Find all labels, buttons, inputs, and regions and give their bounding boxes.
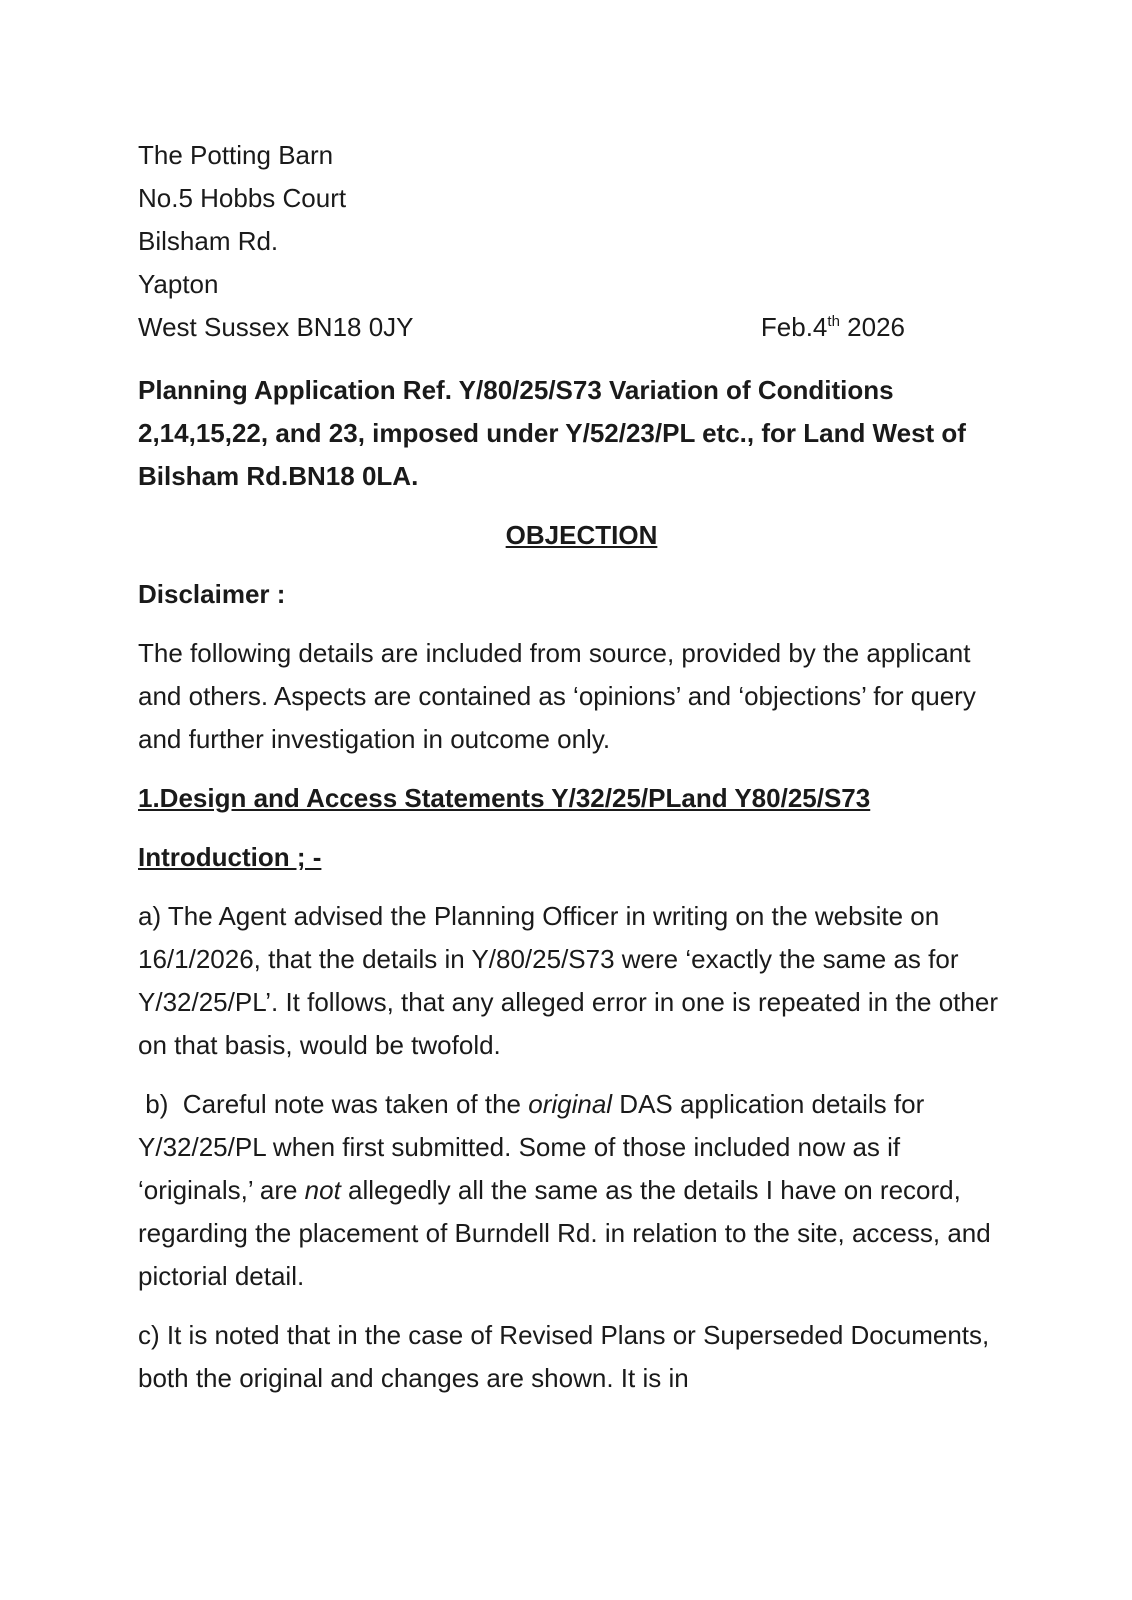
date-year: 2026: [839, 312, 905, 342]
disclaimer-title: Disclaimer :: [138, 579, 286, 609]
paragraph-b-part1: b) Careful note was taken of the: [138, 1089, 529, 1119]
paragraph-b: [138, 1083, 1018, 1298]
paragraph-b-part2: DAS application details for Y/32/25/PL when first submitted. Some of those included now as if ‘originals,’ are: [138, 1089, 931, 1205]
address-line-4: Yapton: [138, 269, 219, 299]
address-line-1: The Potting Barn: [138, 140, 334, 170]
paragraph-b-emphasis-not: not: [304, 1175, 341, 1205]
address-line-3: Bilsham Rd.: [138, 226, 279, 256]
letter-date: [761, 306, 905, 353]
paragraph-a: a) The Agent advised the Planning Officer in writing on the website on 16/1/2026, that the details in Y/80/25/S73 were ‘exactly the same as for Y/32/25/PL’. It follows, that any alleged error in one is repeated in the other on that basis, would be twofold.: [138, 901, 998, 1060]
date-prefix: Feb.4: [760, 312, 828, 342]
objection-title: OBJECTION: [505, 520, 658, 550]
letter-body: [138, 134, 1018, 1400]
paragraph-c: c) It is noted that in the case of Revised Plans or Superseded Documents, both the original and changes are shown. It is in: [138, 1320, 990, 1393]
disclaimer-text: The following details are included from source, provided by the applicant and others. Aspects are contained as ‘opinions’ and ‘objections’ for query and further investigation in outcome only.: [138, 638, 976, 754]
section-1-title: 1.Design and Access Statements Y/32/25/PLand Y80/25/S73: [138, 783, 871, 813]
application-heading: Planning Application Ref. Y/80/25/S73 Variation of Conditions 2,14,15,22, and 23, imposed under Y/52/23/PL etc., for Land West of Bilsham Rd.BN18 0LA.: [138, 375, 966, 491]
date-suffix: th: [827, 313, 840, 330]
address-line-5: West Sussex BN18 0JY: [138, 312, 414, 342]
paragraph-b-part3: allegedly all the same as the details I have on record, regarding the placement of Burndell Rd. in relation to the site, access, and pictorial detail.: [138, 1175, 998, 1291]
address-date-row: [138, 306, 905, 353]
introduction-title: Introduction ; -: [138, 842, 322, 872]
address-line-2: No.5 Hobbs Court: [138, 183, 347, 213]
sender-address: [138, 134, 1018, 353]
paragraph-b-emphasis-original: original: [528, 1089, 613, 1119]
